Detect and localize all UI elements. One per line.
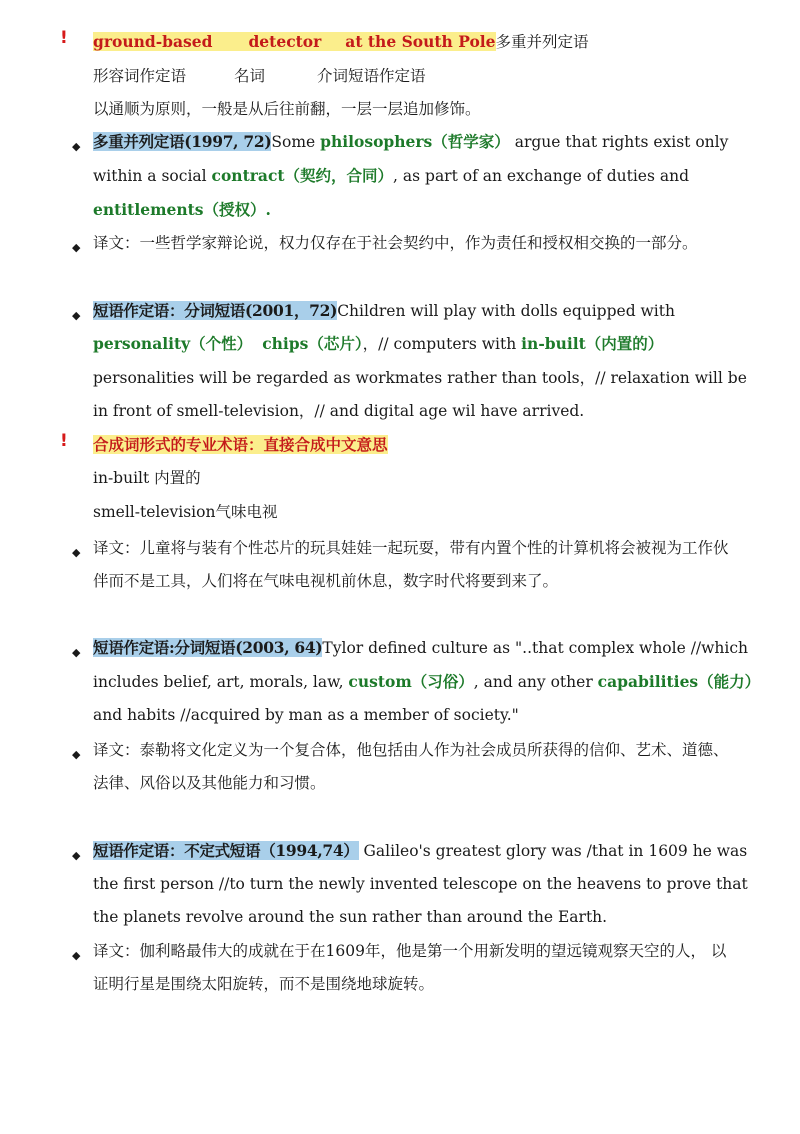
bullet-icon: ◆: [72, 241, 81, 254]
term-ground-based: ground-based: [93, 32, 213, 51]
ex1-line1: [93, 131, 728, 153]
ex3-translation-2: 法律、风俗以及其他能力和习惯。: [93, 774, 326, 792]
ex1-term-philosophers: philosophers（哲学家）: [320, 132, 510, 151]
ex2-text: ，// computers with: [362, 335, 522, 353]
ex1-text: within a social: [93, 167, 212, 185]
sublabel-adjective: 形容词作定语: [93, 67, 187, 85]
ex2-translation-2: 伴而不是工具，人们将在气味电视机前休息，数字时代将要到来了。: [93, 572, 559, 590]
ex1-translation: 译文：一些哲学家辩论说，权力仅存在于社会契约中，作为责任和授权相交换的一部分。: [93, 234, 698, 252]
sublabel-prep: 介词短语作定语: [317, 67, 426, 85]
ex3-term-custom: custom（习俗）: [348, 672, 474, 691]
ex1-text: Some: [271, 133, 321, 151]
ex1-term-entitlements: entitlements（授权）.: [93, 200, 271, 219]
ex1-line3: [93, 199, 271, 221]
ex3-line2: [93, 671, 760, 693]
ex2-text: Children will play with dolls equipped with: [337, 302, 675, 320]
header-rule: 以通顺为原则，一般是从后往前翻，一层一层追加修饰。: [93, 100, 481, 118]
ex2-tag: 短语作定语：分词短语(2001，72): [93, 301, 338, 320]
ex4-line2: the first person //to turn the newly invented telescope on the heavens to prove that: [93, 875, 748, 893]
bullet-icon: ◆: [72, 546, 81, 559]
ex4-line1: [93, 840, 747, 862]
ex3-translation-1: 译文：泰勒将文化定义为一个复合体，他包括由人作为社会成员所获得的信仰、艺术、道德、: [93, 741, 729, 759]
header-line: [93, 31, 589, 53]
ex3-text: includes belief, art, morals, law,: [93, 673, 349, 691]
ex1-line2: [93, 165, 689, 187]
ex2-term-personality: personality（个性）: [93, 334, 253, 353]
ex2-note-highlight: 合成词形式的专业术语：直接合成中文意思: [93, 435, 388, 454]
ex4-tag: 短语作定语：不定式短语（1994,74）: [93, 841, 359, 860]
ex3-text: , and any other: [473, 673, 598, 691]
bullet-icon: ◆: [72, 748, 81, 761]
ex2-note1: in-built 内置的: [93, 469, 201, 487]
ex4-line3: the planets revolve around the sun rather than around the Earth.: [93, 908, 608, 926]
ex3-tag: 短语作定语:分词短语(2003, 64): [93, 638, 323, 657]
ex2-term-chips: chips（芯片）: [262, 334, 363, 353]
ex4-text: Galileo's greatest glory was /that in 1609 he was: [358, 842, 748, 860]
term-south-pole: at the South Pole: [345, 32, 496, 51]
ex1-text: , as part of an exchange of duties and: [393, 167, 690, 185]
term-detector: detector: [248, 32, 322, 51]
ex1-term-contract: contract（契约，合同）: [211, 166, 394, 185]
bullet-icon: ◆: [72, 646, 81, 659]
ex2-note: [93, 434, 388, 456]
ex2-line4: in front of smell-television，// and digital age wil have arrived.: [93, 402, 585, 420]
ex4-translation-1: 译文：伽利略最伟大的成就在于在1609年，他是第一个用新发明的望远镜观察天空的人， 以: [93, 942, 727, 960]
exclamation-icon: !: [60, 28, 68, 48]
header-label: 多重并列定语: [495, 33, 589, 51]
ex3-line1: [93, 637, 748, 659]
ex3-line3: and habits //acquired by man as a member of society.": [93, 706, 519, 724]
sublabel-noun: 名词: [234, 67, 266, 85]
bullet-icon: ◆: [72, 140, 81, 153]
bullet-icon: ◆: [72, 849, 81, 862]
highlight-terms: [93, 32, 496, 51]
ex2-line2: [93, 333, 663, 355]
ex2-translation-1: 译文：儿童将与装有个性芯片的玩具娃娃一起玩耍，带有内置个性的计算机将会被视为工作伙: [93, 539, 729, 557]
ex1-tag: 多重并列定语(1997, 72): [93, 132, 272, 151]
ex2-note2: smell-television气味电视: [93, 503, 278, 521]
header-sublabels: [93, 65, 426, 87]
ex2-line3: personalities will be regarded as workmates rather than tools，// relaxation will be: [93, 369, 747, 387]
ex1-text: argue that rights exist only: [509, 133, 729, 151]
ex2-line1: [93, 300, 675, 322]
ex4-translation-2: 证明行星是围绕太阳旋转，而不是围绕地球旋转。: [93, 975, 435, 993]
exclamation-icon: !: [60, 431, 68, 451]
bullet-icon: ◆: [72, 949, 81, 962]
ex3-term-capabilities: capabilities（能力）: [597, 672, 761, 691]
bullet-icon: ◆: [72, 309, 81, 322]
ex2-term-in-built: in-built（内置的）: [521, 334, 664, 353]
ex3-text: Tylor defined culture as "..that complex whole //which: [322, 639, 749, 657]
